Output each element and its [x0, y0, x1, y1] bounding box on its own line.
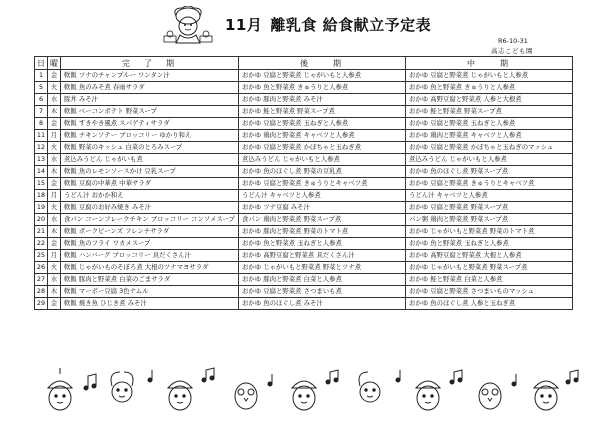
- table-row: [35, 142, 573, 154]
- cell-chuki: おかゆ 高野豆腐と野菜煮 大根と人参煮: [406, 250, 573, 262]
- cell-kanryo: 軟飯 ベーコンポテト 野菜スープ: [61, 106, 239, 118]
- cell-chuki: おかゆ 豆腐と野菜煮 さつまいものマッシュ: [406, 286, 573, 298]
- cell-koki: おかゆ 魚と野菜煮 玉ねぎと人参煮: [239, 238, 406, 250]
- cell-day: 25: [35, 250, 48, 262]
- cell-kanryo: 軟飯 豚肉と野菜煮 白菜のごまサラダ: [61, 274, 239, 286]
- table-row: [35, 286, 573, 298]
- cell-koki: おかゆ 豆腐と野菜煮 玉ねぎと人参煮: [239, 118, 406, 130]
- cell-kanryo: 軟飯 豆腐のお好み焼き みそ汁: [61, 202, 239, 214]
- cell-chuki: おかゆ 豆腐と野菜煮 玉ねぎと人参煮: [406, 118, 573, 130]
- cell-chuki: おかゆ 豆腐と野菜煮 じゃがいもと人参煮: [406, 70, 573, 82]
- table-row: [35, 214, 573, 226]
- cell-koki: おかゆ 魚のほぐし煮 みそ汁: [239, 298, 406, 310]
- cell-dow: 木: [48, 106, 61, 118]
- cell-day: 26: [35, 262, 48, 274]
- cell-koki: おかゆ 鮭と野菜煮 野菜スープ煮: [239, 106, 406, 118]
- cell-koki: おかゆ 豚肉と野菜煮 白菜と人参煮: [239, 274, 406, 286]
- chef-child-illustration: [158, 6, 218, 48]
- cell-dow: 金: [48, 118, 61, 130]
- cell-kanryo: 軟飯 魚のフライ ワカメスープ: [61, 238, 239, 250]
- cell-chuki: おかゆ 鶏肉と野菜煮 キャベツと人参煮: [406, 130, 573, 142]
- cell-chuki: 煮込みうどん じゃがいもと人参煮: [406, 154, 573, 166]
- cell-chuki: おかゆ 鮭と野菜煮 白菜と人参煮: [406, 274, 573, 286]
- cell-koki: おかゆ 鶏肉と野菜煮 キャベツと人参煮: [239, 130, 406, 142]
- cell-kanryo: 食パン コーンフレークチキン ブロッコリー コンソメスープ: [61, 214, 239, 226]
- cell-koki: おかゆ ツナ豆腐 みそ汁: [239, 202, 406, 214]
- cell-chuki: おかゆ じゃがいもと野菜煮 野菜のトマト煮: [406, 226, 573, 238]
- cell-chuki: おかゆ 豆腐と野菜煮 かぼちゃと玉ねぎのマッシュ: [406, 142, 573, 154]
- owl-character-icon: [479, 383, 501, 409]
- table-row: [35, 70, 573, 82]
- music-note-icon: [202, 368, 214, 382]
- table-row: [35, 202, 573, 214]
- cell-dow: 水: [48, 94, 61, 106]
- cell-kanryo: 軟飯 焼き魚 ひじき煮 みそ汁: [61, 298, 239, 310]
- table-row: [35, 178, 573, 190]
- cell-kanryo: 軟飯 野菜のキッシュ 白菜のとろみスープ: [61, 142, 239, 154]
- cell-day: 5: [35, 82, 48, 94]
- cell-chuki: おかゆ 豆腐と野菜煮 きゅうりとキャベツ煮: [406, 178, 573, 190]
- acorn-character-icon: [168, 381, 192, 410]
- table-row: [35, 166, 573, 178]
- cell-day: 6: [35, 94, 48, 106]
- cell-kanryo: うどん汁 おかか和え: [61, 190, 239, 202]
- cell-koki: おかゆ 魚と野菜煮 きゅうりと人参煮: [239, 82, 406, 94]
- issue-date: R6-10-31: [498, 37, 528, 45]
- cell-day: 7: [35, 106, 48, 118]
- cell-koki: おかゆ 豆腐と野菜煮 きゅうりとキャベツ煮: [239, 178, 406, 190]
- cell-dow: 月: [48, 250, 61, 262]
- organization-name: 高志こども園: [491, 47, 533, 55]
- col-header-koki: 後 期: [239, 57, 406, 70]
- cell-kanryo: 煮込みうどん じゃがいも煮: [61, 154, 239, 166]
- cell-kanryo: 軟飯 チキンソテー ブロッコリー ゆかり和え: [61, 130, 239, 142]
- cell-dow: 金: [48, 298, 61, 310]
- cell-dow: 金: [48, 238, 61, 250]
- cell-day: 18: [35, 190, 48, 202]
- cell-day: 27: [35, 274, 48, 286]
- table-row: [35, 274, 573, 286]
- cell-dow: 火: [48, 142, 61, 154]
- cell-day: 21: [35, 226, 48, 238]
- cell-chuki: おかゆ 魚と野菜煮 きゅうりと人参煮: [406, 82, 573, 94]
- cell-dow: 月: [48, 190, 61, 202]
- table-row: [35, 262, 573, 274]
- table-row: [35, 106, 573, 118]
- cell-koki: うどん汁 キャベツと人参煮: [239, 190, 406, 202]
- cell-day: 8: [35, 118, 48, 130]
- table-row: [35, 298, 573, 310]
- music-note-icon: [396, 370, 400, 382]
- table-row: [35, 130, 573, 142]
- cell-dow: 月: [48, 130, 61, 142]
- cell-dow: 火: [48, 82, 61, 94]
- menu-table: [34, 56, 573, 310]
- acorn-character-icon: [48, 368, 72, 410]
- cell-kanryo: 軟飯 魚のレモンソースかけ 豆乳スープ: [61, 166, 239, 178]
- decorative-footer-illustration: [40, 358, 585, 418]
- cell-koki: おかゆ 豆腐と野菜煮 かぼちゃと玉ねぎ煮: [239, 142, 406, 154]
- table-row: [35, 82, 573, 94]
- cell-kanryo: 軟飯 魚のみそ煮 春雨サラダ: [61, 82, 239, 94]
- cell-dow: 水: [48, 214, 61, 226]
- owl-character-icon: [235, 383, 257, 409]
- cell-chuki: おかゆ 豆腐と野菜煮 野菜スープ煮: [406, 202, 573, 214]
- table-row: [35, 118, 573, 130]
- cell-dow: 木: [48, 166, 61, 178]
- cell-koki: おかゆ 高野豆腐と野菜煮 具だくさん汁: [239, 250, 406, 262]
- cell-kanryo: 軟飯 豆腐の中華煮 中華サラダ: [61, 178, 239, 190]
- cell-koki: おかゆ 豆腐と野菜煮 さつまいも煮: [239, 286, 406, 298]
- table-row: [35, 94, 573, 106]
- cell-koki: おかゆ 魚のほぐし煮 野菜の豆乳煮: [239, 166, 406, 178]
- cell-koki: おかゆ 豚肉と野菜煮 野菜のトマト煮: [239, 226, 406, 238]
- cell-chuki: おかゆ 高野豆腐と野菜煮 人参と大根煮: [406, 94, 573, 106]
- cell-dow: 木: [48, 286, 61, 298]
- cell-day: 15: [35, 178, 48, 190]
- acorn-character-icon: [416, 381, 440, 410]
- music-note-icon: [450, 370, 462, 384]
- cell-chuki: うどん汁 キャベツと人参煮: [406, 190, 573, 202]
- cell-kanryo: 軟飯 じゃがいものそぼろ煮 大根のツナマヨサラダ: [61, 262, 239, 274]
- col-header-day: 日: [35, 57, 48, 70]
- cell-koki: おかゆ じゃがいもと野菜煮 野菜とツナ煮: [239, 262, 406, 274]
- title-text: 離乳食 給食献立予定表: [270, 16, 432, 34]
- cell-dow: 水: [48, 274, 61, 286]
- page-title: [225, 14, 439, 35]
- table-row: [35, 154, 573, 166]
- cell-day: 13: [35, 154, 48, 166]
- cell-koki: 煮込みうどん じゃがいもと人参煮: [239, 154, 406, 166]
- cell-day: 1: [35, 70, 48, 82]
- cell-kanryo: 豚丼 みそ汁: [61, 94, 239, 106]
- music-note-icon: [84, 374, 96, 390]
- cell-chuki: おかゆ 鮭と野菜煮 野菜スープ煮: [406, 106, 573, 118]
- cell-kanryo: 軟飯 マーボー豆腐 3色ナムル: [61, 286, 239, 298]
- cell-day: 11: [35, 130, 48, 142]
- title-month: 11月: [225, 16, 263, 34]
- cell-koki: 食パン 鶏肉と野菜煮 野菜スープ煮: [239, 214, 406, 226]
- table-row: [35, 238, 573, 250]
- table-header-row: [35, 57, 573, 70]
- squirrel-character-icon: [359, 372, 380, 402]
- table-row: [35, 226, 573, 238]
- cell-koki: おかゆ 豆腐と野菜煮 じゃがいもと人参煮: [239, 70, 406, 82]
- cell-kanryo: 軟飯 ツナのチャンプルー ワンタン汁: [61, 70, 239, 82]
- squirrel-character-icon: [111, 372, 133, 402]
- cell-chuki: パン粥 鶏肉と野菜煮 野菜スープ煮: [406, 214, 573, 226]
- cell-chuki: おかゆ じゃがいもと野菜煮 野菜スープ煮: [406, 262, 573, 274]
- table-row: [35, 250, 573, 262]
- cell-kanryo: 軟飯 すきやき風煮 スパゲティサラダ: [61, 118, 239, 130]
- cell-dow: 金: [48, 178, 61, 190]
- cell-dow: 金: [48, 70, 61, 82]
- cell-day: 22: [35, 238, 48, 250]
- cell-chuki: おかゆ 魚のほぐし煮 人参と玉ねぎ煮: [406, 298, 573, 310]
- cell-kanryo: 軟飯 ハンバーグ ブロッコリー 具だくさん汁: [61, 250, 239, 262]
- table-row: [35, 190, 573, 202]
- cell-dow: 木: [48, 226, 61, 238]
- cell-day: 19: [35, 202, 48, 214]
- cell-dow: 火: [48, 262, 61, 274]
- cell-chuki: おかゆ 魚と野菜煮 玉ねぎと人参煮: [406, 238, 573, 250]
- col-header-dow: 曜: [48, 57, 61, 70]
- cell-chuki: おかゆ 魚のほぐし煮 野菜スープ煮: [406, 166, 573, 178]
- music-note-icon: [268, 374, 272, 386]
- acorn-character-icon: [292, 381, 316, 410]
- music-note-icon: [512, 374, 516, 386]
- cell-kanryo: 軟飯 ポークビーンズ フレンチサラダ: [61, 226, 239, 238]
- acorn-character-icon: [534, 381, 558, 410]
- cell-day: 20: [35, 214, 48, 226]
- cell-day: 29: [35, 298, 48, 310]
- music-note-icon: [148, 370, 152, 382]
- col-header-chuki: 中 期: [406, 57, 573, 70]
- cell-day: 12: [35, 142, 48, 154]
- cell-koki: おかゆ 豚肉と野菜煮 みそ汁: [239, 94, 406, 106]
- cell-dow: 火: [48, 202, 61, 214]
- cell-day: 14: [35, 166, 48, 178]
- col-header-kanryo: 完 了 期: [61, 57, 239, 70]
- music-note-icon: [566, 370, 578, 384]
- music-note-icon: [326, 370, 338, 384]
- cell-dow: 水: [48, 154, 61, 166]
- cell-day: 28: [35, 286, 48, 298]
